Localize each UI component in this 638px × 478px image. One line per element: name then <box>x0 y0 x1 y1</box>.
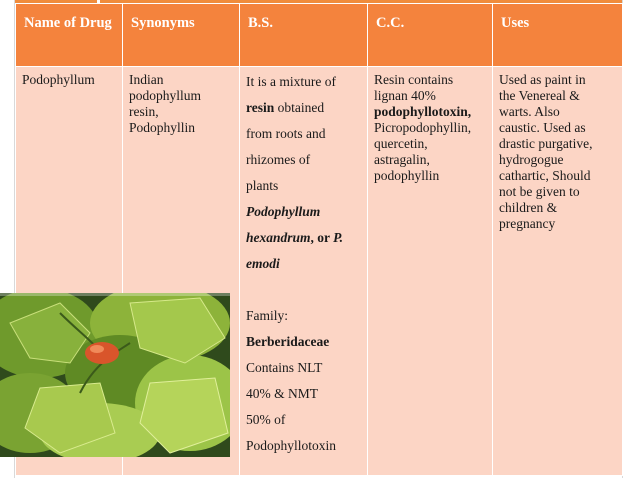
cc-podophyllotoxin: podophyllotoxin, <box>374 104 472 119</box>
bs-species-emodi: emodi <box>246 256 280 271</box>
podophyllum-plant-photo <box>0 293 230 457</box>
synonym-line: Indian <box>129 72 164 87</box>
header-bs: B.S. <box>240 4 368 67</box>
bs-species-p: P. <box>333 230 344 245</box>
drug-name: Podophyllum <box>22 72 95 87</box>
bs-line: Contains NLT <box>246 360 323 375</box>
bs-line: from roots and <box>246 126 326 141</box>
bs-line: 50% of <box>246 412 286 427</box>
cell-chemical-constituents <box>368 67 493 476</box>
cell-uses <box>493 67 623 476</box>
uses-line: pregnancy <box>499 216 556 231</box>
bs-line: plants <box>246 178 279 193</box>
uses-line: drastic purgative, <box>499 136 593 151</box>
uses-line: not be given to <box>499 184 580 199</box>
uses-line: cathartic, Should <box>499 168 591 183</box>
synonym-line: resin, <box>129 104 159 119</box>
bs-line: obtained <box>274 100 325 115</box>
cell-biological-source <box>240 67 368 476</box>
uses-line: Used as paint in <box>499 72 586 87</box>
family-name: Berberidaceae <box>246 334 330 349</box>
cc-line: podophyllin <box>374 168 440 183</box>
cc-line: Resin contains <box>374 72 454 87</box>
bs-line: rhizomes of <box>246 152 311 167</box>
synonym-line: podophyllum <box>129 88 202 103</box>
bs-line: 40% & NMT <box>246 386 318 401</box>
header-synonyms: Synonyms <box>123 4 240 67</box>
uses-line: hydrogogue <box>499 152 564 167</box>
uses-line: children & <box>499 200 558 215</box>
cc-line: lignan 40% <box>374 88 436 103</box>
cc-line: astragalin, <box>374 152 430 167</box>
family-label: Family: <box>246 308 289 323</box>
header-row <box>16 4 623 67</box>
header-uses: Uses <box>493 4 623 67</box>
header-cc: C.C. <box>368 4 493 67</box>
cc-line: quercetin, <box>374 136 428 151</box>
bs-line: Podophyllotoxin <box>246 438 337 453</box>
bs-resin-bold: resin <box>246 100 275 115</box>
uses-line: the Venereal & <box>499 88 580 103</box>
cc-line: Picropodophyllin, <box>374 120 472 135</box>
uses-line: warts. Also <box>499 104 560 119</box>
header-name-of-drug: Name of Drug <box>16 4 123 67</box>
uses-line: caustic. Used as <box>499 120 586 135</box>
synonym-line: Podophyllin <box>129 120 196 135</box>
bs-genus: Podophyllum <box>246 204 321 219</box>
bs-line: It is a mixture of <box>246 74 336 89</box>
bs-or: , or <box>310 230 334 245</box>
bs-species-hexandrum: hexandrum <box>246 230 311 245</box>
